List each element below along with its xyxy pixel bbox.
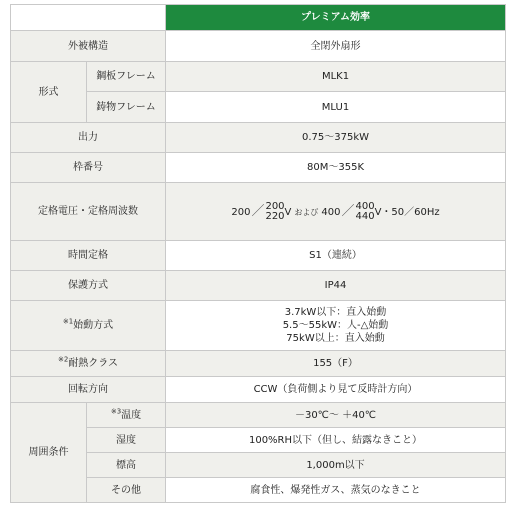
frame-value: 80M～355K: [166, 153, 506, 183]
rating-v4-top: 400: [355, 200, 375, 212]
starting-line-3: 75kW以上：直入始動: [286, 333, 385, 344]
row-ambient-temperature: [11, 403, 506, 428]
row-rating: [11, 183, 506, 241]
row-insulation: [11, 351, 506, 377]
protection-label: 保護方式: [11, 271, 166, 301]
type-cast-label: 鋳物フレーム: [87, 92, 166, 123]
frame-label: 枠番号: [11, 153, 166, 183]
output-label: 出力: [11, 123, 166, 153]
type-cast-value: MLU1: [166, 92, 506, 123]
row-output: [11, 123, 506, 153]
spec-table: [10, 4, 506, 503]
type-steel-value: MLK1: [166, 62, 506, 92]
ambient-humidity-value: 100%RH以下（但し、結露なきこと）: [166, 428, 506, 453]
rating-v2-unit: V: [284, 206, 292, 218]
ambient-altitude-label: 標高: [87, 453, 166, 478]
ambient-temperature-label: 温度: [121, 409, 142, 421]
rating-v4-bottom: 440: [355, 210, 375, 222]
ambient-other-label: その他: [87, 478, 166, 503]
duty-label: 時間定格: [11, 241, 166, 271]
starting-label: 始動方式: [73, 320, 114, 331]
ambient-temperature-label-cell: [87, 403, 166, 428]
ambient-temperature-value: －30℃～ ＋40℃: [166, 403, 506, 428]
rating-fraction-1: [265, 202, 284, 222]
row-duty: [11, 241, 506, 271]
insulation-note: ※2: [57, 355, 69, 364]
rating-slash-1: ／: [251, 204, 265, 219]
rating-v1: 200: [231, 206, 251, 218]
rotation-value: CCW（負荷側より見て反時計方向）: [166, 377, 506, 403]
rating-v2-top: 200: [265, 200, 285, 212]
enclosure-label: 外被構造: [11, 31, 166, 62]
ambient-label: 周囲条件: [11, 403, 87, 503]
output-value: 0.75～375kW: [166, 123, 506, 153]
rating-label: 定格電圧・定格周波数: [11, 183, 166, 241]
rating-v3: 400: [321, 206, 341, 218]
header-row: [11, 5, 506, 31]
ambient-humidity-label: 湿度: [87, 428, 166, 453]
starting-line-2: 5.5～55kW：人-△始動: [282, 320, 389, 331]
rating-and: および: [294, 207, 319, 217]
starting-note: ※1: [62, 317, 74, 326]
rating-value: [166, 183, 506, 241]
starting-label-cell: [11, 301, 166, 351]
insulation-label: 耐熱クラス: [68, 358, 119, 369]
row-protection: [11, 271, 506, 301]
row-starting: [11, 301, 506, 351]
insulation-label-cell: [11, 351, 166, 377]
row-rotation: [11, 377, 506, 403]
ambient-other-value: 腐食性、爆発性ガス、蒸気のなきこと: [166, 478, 506, 503]
type-steel-label: 鋼板フレーム: [87, 62, 166, 92]
rating-fraction-2: [356, 202, 375, 222]
starting-value: [166, 301, 506, 351]
row-frame: [11, 153, 506, 183]
header-blank: [11, 5, 166, 31]
rotation-label: 回転方向: [11, 377, 166, 403]
row-type-steel: [11, 62, 506, 92]
rating-slash-2: ／: [341, 204, 355, 219]
insulation-value: 155（F）: [166, 351, 506, 377]
protection-value: IP44: [166, 271, 506, 301]
header-premium-efficiency: プレミアム効率: [166, 5, 506, 31]
rating-tail: V・50／60Hz: [374, 206, 440, 218]
ambient-temperature-note: ※3: [110, 407, 122, 416]
ambient-altitude-value: 1,000m以下: [166, 453, 506, 478]
enclosure-value: 全閉外扇形: [166, 31, 506, 62]
rating-v2-bottom: 220: [265, 210, 285, 222]
duty-value: S1（連続）: [166, 241, 506, 271]
type-label: 形式: [11, 62, 87, 123]
starting-line-1: 3.7kW以下：直入始動: [284, 307, 387, 318]
row-enclosure: [11, 31, 506, 62]
